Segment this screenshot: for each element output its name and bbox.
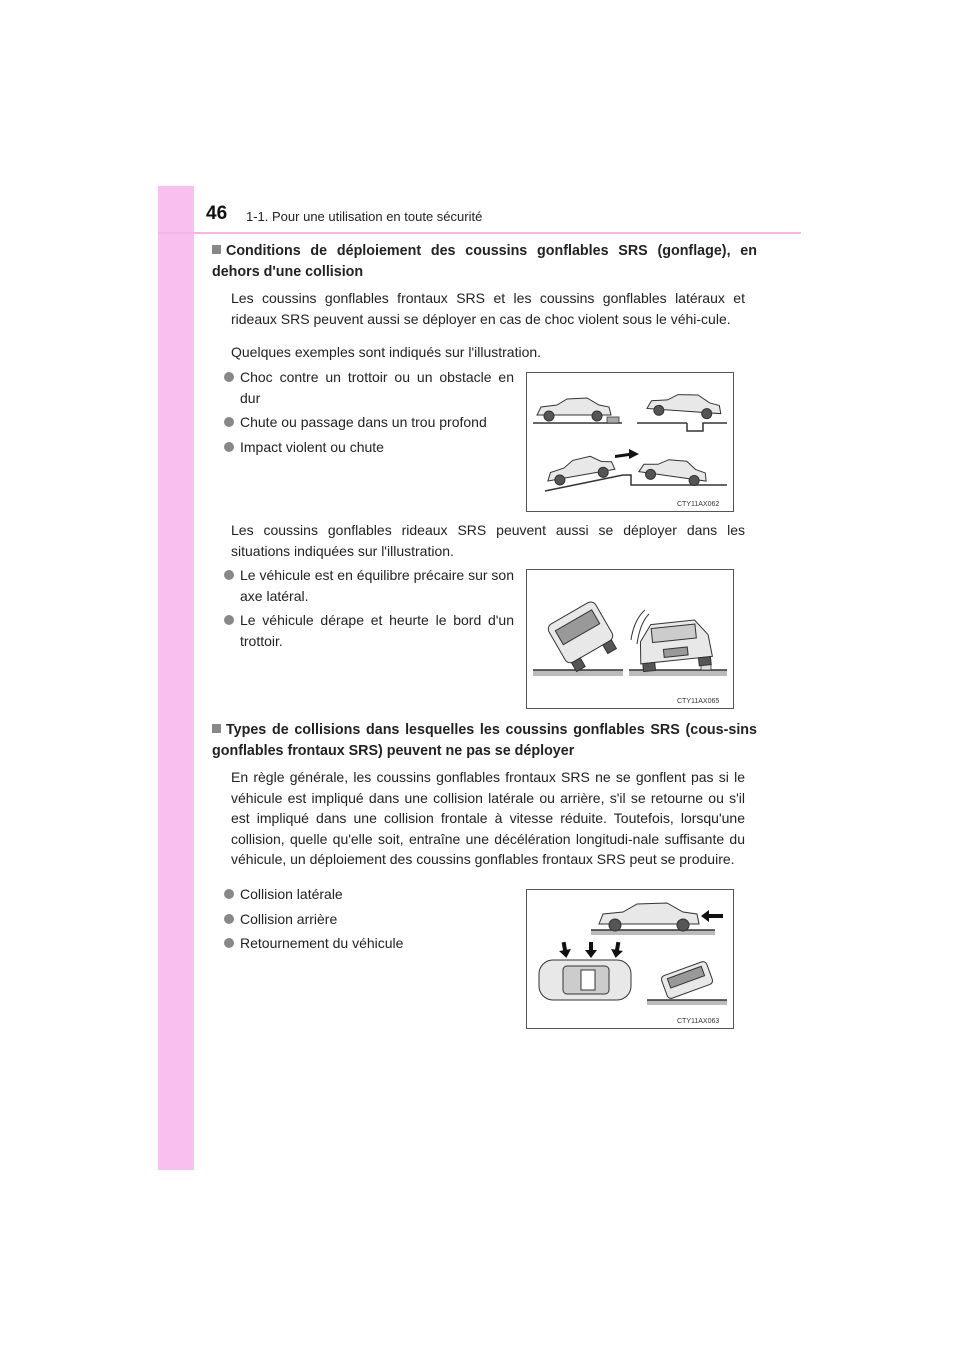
chapter-side-band: [158, 186, 194, 1170]
collision-illustration-3: [527, 890, 733, 1028]
section-title: 1-1. Pour une utilisation en toute sécurité: [246, 209, 483, 224]
header-divider: [158, 232, 801, 234]
round-bullet-icon: [224, 570, 234, 580]
svg-text:CTY11AX065: CTY11AX065: [677, 698, 720, 705]
list-item: Chute ou passage dans un trou profond: [224, 412, 514, 433]
svg-text:CTY11AX062: CTY11AX062: [677, 501, 720, 508]
figure-curb-hole-impact: [526, 372, 734, 512]
section1-heading: [212, 241, 757, 283]
section2-heading-text: Types de collisions dans lesquelles les coussins gonflables SRS (cous-sins gonflables frontaux SRS) peuvent ne pas se déployer: [212, 722, 757, 759]
round-bullet-icon: [224, 938, 234, 948]
list-item: Le véhicule est en équilibre précaire sur son axe latéral.: [224, 565, 514, 606]
figure-side-tilt: [526, 569, 734, 709]
section1-bullet-list: [224, 367, 514, 461]
section2-bullet-list: [224, 884, 504, 958]
round-bullet-icon: [224, 372, 234, 382]
list-item: Choc contre un trottoir ou un obstacle en dur: [224, 367, 514, 408]
list-item: Impact violent ou chute: [224, 437, 514, 458]
collision-illustration-2: [527, 570, 733, 708]
section1-bullet-list-2: [224, 565, 514, 655]
section1-paragraph-3: Les coussins gonflables rideaux SRS peuvent aussi se déployer dans les situations indiquées sur l'illustration.: [231, 522, 745, 559]
round-bullet-icon: [224, 914, 234, 924]
square-bullet-icon: [212, 724, 221, 733]
round-bullet-icon: [224, 442, 234, 452]
list-item: Collision latérale: [224, 884, 504, 905]
round-bullet-icon: [224, 615, 234, 625]
section2-paragraph: En règle générale, les coussins gonflables frontaux SRS ne se gonflent pas si le véhicule est impliqué dans une collision latérale ou arrière, s'il se retourne ou s'il est impliqué dans une collision frontale à vitesse réduite. Toutefois, lorsqu'une collision, quelle qu'elle soit, entraîne une décélération longitudi-nale suffisante du véhicule, un déploiement des coussins gonflables frontaux SRS peut se produire.: [231, 769, 745, 868]
section2-heading: [212, 720, 757, 762]
collision-illustration-1: [527, 373, 733, 511]
section1-paragraph-1: Les coussins gonflables frontaux SRS et les coussins gonflables latéraux et rideaux SRS peuvent aussi se déployer en cas de choc violent sous le véhi-cule.: [231, 290, 745, 327]
section1-paragraph-2: Quelques exemples sont indiqués sur l'illustration.: [231, 344, 542, 360]
list-item: Retournement du véhicule: [224, 933, 504, 954]
svg-text:CTY11AX063: CTY11AX063: [677, 1018, 720, 1025]
list-item: Le véhicule dérape et heurte le bord d'un trottoir.: [224, 610, 514, 651]
figure-no-deploy-collisions: [526, 889, 734, 1029]
round-bullet-icon: [224, 889, 234, 899]
square-bullet-icon: [212, 245, 221, 254]
list-item: Collision arrière: [224, 909, 504, 930]
round-bullet-icon: [224, 417, 234, 427]
page-number: 46: [206, 203, 228, 224]
section1-heading-text: Conditions de déploiement des coussins gonflables SRS (gonflage), en dehors d'une collision: [212, 243, 757, 280]
